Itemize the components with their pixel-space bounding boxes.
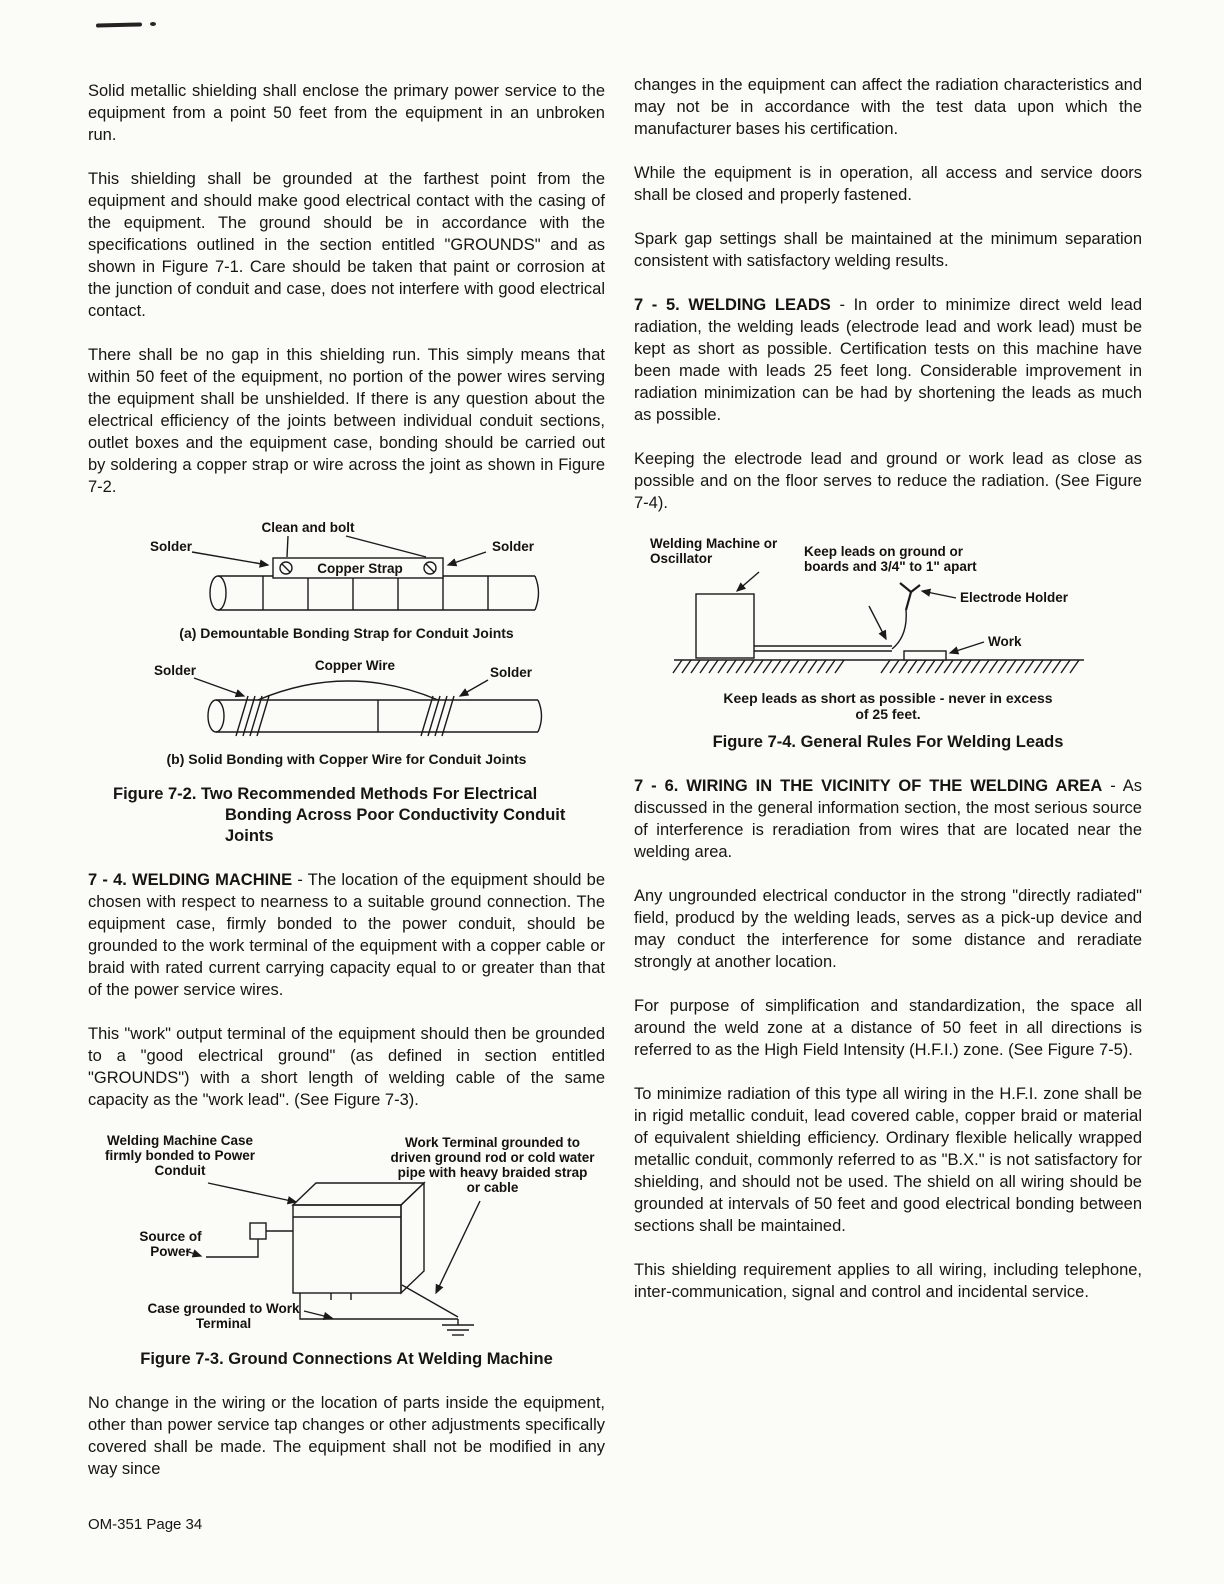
paragraph-shielding-grounded: This shielding shall be grounded at the farthest point from the equipment and should make good electrical contact with the casing of the equipment. The ground should be in accordance with the specifications outlined in the section entitled "GROUNDS" and as shown in Figure 7-1. Care should be taken that paint or corrosion at the junction of conduit and case, does not interfere with good electrical contact. [88, 170, 605, 320]
ground-rod-symbol [442, 1325, 474, 1335]
figure-7-2 [88, 520, 605, 847]
label-solder-a-left: Solder [149, 539, 192, 554]
paragraph-no-change: No change in the wiring or the location of parts inside the equipment, other than power service tap changes or other adjustments specifically covered shall be made. The equipment shall not be modified in any way since [88, 1394, 605, 1478]
section-7-4-paragraph [88, 869, 605, 1001]
label-electrode-holder: Electrode Holder [960, 590, 1069, 605]
ground-hatching [673, 660, 1079, 673]
welding-leads [754, 610, 906, 651]
paragraph-access-doors: While the equipment is in operation, all access and service doors shall be closed and properly fastened. [634, 164, 1142, 204]
leader-lines [737, 572, 984, 653]
right-column [634, 74, 1142, 1325]
section-7-6-paragraph [634, 775, 1142, 863]
label-source-of-power: Source of Power [139, 1229, 202, 1259]
label-copper-strap: Copper Strap [317, 561, 403, 576]
welding-machine-shape [696, 594, 754, 658]
figure-7-4-artwork [634, 536, 1142, 688]
figure-7-2-caption: Figure 7-2. Two Recommended Methods For Electrical Bonding Across Poor Conductivity Conduit Joints [113, 785, 566, 845]
figure-7-3-artwork [88, 1133, 605, 1345]
ground-connections [300, 1285, 458, 1325]
leader-lines [186, 1183, 480, 1318]
paragraph-minimize-radiation: To minimize radiation of this type all wiring in the H.F.I. zone shall be in rigid metallic conduit, lead covered cable, copper braid or material of equivalent shielding efficiency. Ordinary flexible helically wrapped metallic conduit, commonly referred to as "B.X." is not satisfactory for shielding, and should not be used. The shield on all wiring should be grounded at intervals of 50 feet and good electrical bonding between sections shall be maintained. [634, 1085, 1142, 1235]
label-clean-and-bolt: Clean and bolt [261, 520, 355, 535]
figure-7-3-caption: Figure 7-3. Ground Connections At Welding Machine [140, 1350, 553, 1368]
section-7-6-body: - As discussed in the general information section, the most serious source of interference is reradiation from wires that are located near the welding area. [634, 777, 1142, 861]
label-work: Work [988, 634, 1022, 649]
figure-7-2b-caption: (b) Solid Bonding with Copper Wire for Conduit Joints [166, 751, 527, 767]
label-welding-machine: Welding Machine or Oscillator [650, 536, 778, 566]
paragraph-spark-gap: Spark gap settings shall be maintained at the minimum separation consistent with satisfactory welding results. [634, 230, 1142, 270]
paragraph-no-gap: There shall be no gap in this shielding run. This simply means that within 50 feet of the equipment, no portion of the power wires serving the equipment shall be unshielded. If there is any question about the electrical efficiency of the joints between individual conduit sections, outlet boxes and the equipment case, bonding should be carried out by soldering a copper strap or wire across the joint as shown in Figure 7-2. [88, 346, 605, 496]
page-footer: OM-351 Page 34 [88, 1516, 203, 1533]
solder-hatching [236, 696, 454, 736]
figure-7-2a-caption: (a) Demountable Bonding Strap for Conduit Joints [179, 625, 514, 641]
section-7-4-body: - The location of the equipment should be chosen with respect to nearness to a suitable ground connection. The equipment case, firmly bonded to the power conduit, should be grounded to the work terminal of the equipment with a copper cable or braid with rated current carrying capacity equal to or greater than that of the power service wires. [88, 871, 605, 999]
left-column [88, 80, 605, 1502]
paragraph-work-terminal: This "work" output terminal of the equipment should then be grounded to a "good electrical ground" (as defined in section entitled "GROUNDS") with a short length of welding cable of the same capacity as the "work lead". (See Figure 7-3). [88, 1025, 605, 1109]
section-7-4-heading: 7 - 4. WELDING MACHINE [88, 871, 293, 889]
pen-mark [96, 22, 142, 27]
work-piece-shape [904, 651, 946, 660]
figure-7-2a-artwork [88, 520, 605, 620]
conduit-pipe [210, 576, 539, 610]
label-solder-a-right: Solder [491, 539, 534, 554]
label-work-terminal-grounded: Work Terminal grounded to driven ground rod or cold water pipe with heavy braided strap or cable [390, 1135, 595, 1195]
copper-wire-arc [258, 681, 438, 700]
paragraph-keeping-leads: Keeping the electrode lead and ground or work lead as close as possible and on the floor serves to reduce the radiation. (See Figure 7-4). [634, 450, 1142, 512]
section-7-5-heading: 7 - 5. WELDING LEADS [634, 296, 831, 314]
figure-7-4-caption: Figure 7-4. General Rules For Welding Leads [712, 733, 1064, 751]
figure-7-3 [88, 1133, 605, 1370]
label-case-grounded: Case grounded to Work Terminal [147, 1301, 300, 1331]
label-copper-wire: Copper Wire [314, 658, 396, 673]
paragraph-hfi-zone: For purpose of simplification and standardization, the space all around the weld zone at a distance of 50 feet in all directions is referred to as the High Field Intensity (H.F.I.) zone. (See Figure 7-5). [634, 997, 1142, 1059]
label-solder-b-left: Solder [153, 663, 196, 678]
power-conduit [206, 1223, 293, 1257]
figure-7-2b-artwork [88, 658, 605, 746]
paragraph-shielding-enclose: Solid metallic shielding shall enclose the primary power service to the equipment from a point 50 feet from the equipment in an unbroken run. [88, 82, 605, 144]
label-machine-case: Welding Machine Case firmly bonded to Power Conduit [104, 1133, 255, 1178]
paragraph-ungrounded-conductor: Any ungrounded electrical conductor in the strong "directly radiated" field, producd by the welding leads, serves as a pick-up device and may conduct the interference for some distance and reradiate strongly at another location. [634, 887, 1142, 971]
figure-7-4 [634, 536, 1142, 753]
label-keep-leads: Keep leads on ground or boards and 3/4" to 1" apart [804, 544, 977, 574]
note-keep-leads-short: Keep leads as short as possible - never in excess of 25 feet. [723, 690, 1053, 722]
label-solder-b-right: Solder [489, 665, 532, 680]
section-7-5-paragraph [634, 294, 1142, 426]
section-7-5-body: - In order to minimize direct weld lead radiation, the welding leads (electrode lead and work lead) must be kept as short as possible. Certification tests on this machine have been made with leads 25 feet long. Considerable improvement in radiation minimization can be had by shortening the leads as much as possible. [634, 296, 1142, 424]
conduit-pipe [208, 700, 542, 732]
section-7-6-heading: 7 - 6. WIRING IN THE VICINITY OF THE WELDING AREA [634, 777, 1103, 795]
paragraph-shielding-requirement: This shielding requirement applies to all wiring, including telephone, inter-communication, signal and control and incidental service. [634, 1261, 1142, 1301]
electrode-holder-shape [900, 583, 920, 610]
welding-machine-box [293, 1183, 424, 1300]
pen-dot [150, 22, 156, 26]
paragraph-changes-radiation: changes in the equipment can affect the radiation characteristics and may not be in accordance with the test data upon which the manufacturer bases his certification. [634, 76, 1142, 138]
